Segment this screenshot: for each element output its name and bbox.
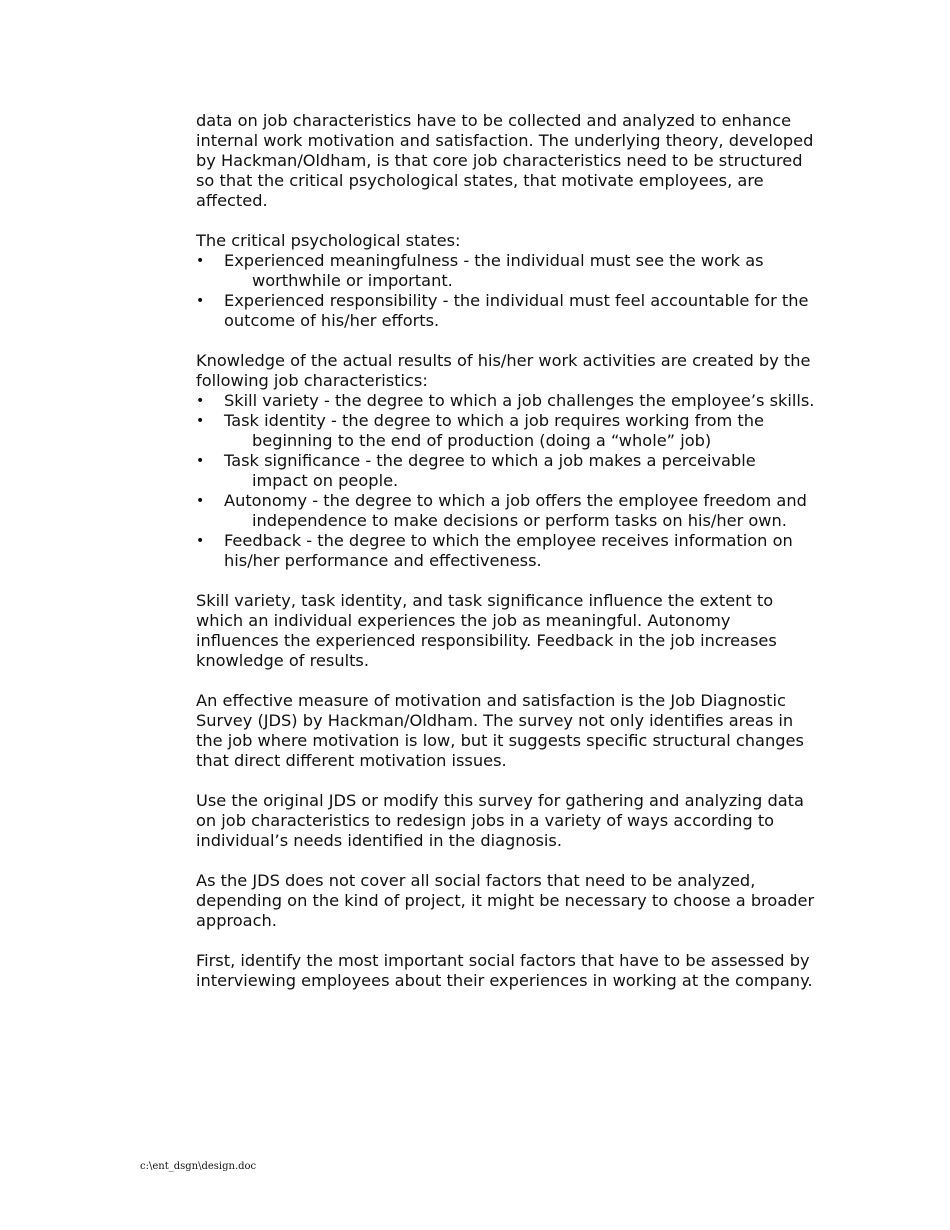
list-item [196,451,816,491]
list-item-text: Task identity - the degree to which a job requires working from the beginning to the end of production (doing a “whole” job) [224,411,765,450]
list-item-text: Autonomy - the degree to which a job offers the employee freedom and independence to make decisions or perform tasks on his/her own. [224,491,807,530]
list-item-text: Feedback - the degree to which the employee receives information on his/her performance and effectiveness. [224,531,793,570]
paragraph-intro-theory: data on job characteristics have to be collected and analyzed to enhance internal work motivation and satisfaction. The underlying theory, developed by Hackman/Oldham, is that core job characteristics need to be structured so that the critical psychological states, that motivate employees, are affected. [196,111,814,210]
list-item [196,251,816,291]
characteristics-list [196,391,816,571]
paragraph-social-factors: As the JDS does not cover all social factors that need to be analyzed, depending on the kind of project, it might be necessary to choose a broader approach. [196,871,815,930]
list-item [196,491,816,531]
bullet-icon: • [196,253,205,269]
bullet-icon: • [196,453,205,469]
paragraph-knowledge-intro: Knowledge of the actual results of his/her work activities are created by the following job characteristics: [196,351,811,390]
paragraph-states-intro: The critical psychological states: [196,231,461,250]
bullet-icon: • [196,413,205,429]
list-item-text: Experienced responsibility - the individual must feel accountable for the outcome of his/her efforts. [224,291,809,330]
list-item [196,411,816,451]
paragraph-first-step: First, identify the most important social factors that have to be assessed by interviewing employees about their experiences in working at the company. [196,951,813,990]
list-item-text: Experienced meaningfulness - the individual must see the work as worthwhile or important. [224,251,764,290]
list-item [196,391,816,411]
list-item [196,531,816,571]
paragraph-influence: Skill variety, task identity, and task significance influence the extent to which an individual experiences the job as meaningful. Autonomy influences the experienced responsibility. Feedback in the job increases knowledge of results. [196,591,777,670]
bullet-icon: • [196,533,205,549]
bullet-icon: • [196,293,205,309]
list-item-text: Skill variety - the degree to which a job challenges the employee’s skills. [224,391,815,410]
states-list [196,251,816,331]
list-item-text: Task significance - the degree to which a job makes a perceivable impact on people. [224,451,756,490]
paragraph-use-jds: Use the original JDS or modify this survey for gathering and analyzing data on job characteristics to redesign jobs in a variety of ways according to individual’s needs identified in the diagnosis. [196,791,804,850]
footer-file-path: c:\ent_dsgn\design.doc [140,1161,257,1172]
paragraph-jds: An effective measure of motivation and satisfaction is the Job Diagnostic Survey (JDS) by Hackman/Oldham. The survey not only identifies areas in the job where motivation is low, but it suggests specific structural changes that direct different motivation issues. [196,691,804,770]
list-item [196,291,816,331]
bullet-icon: • [196,393,205,409]
bullet-icon: • [196,493,205,509]
document-body [196,111,816,1011]
